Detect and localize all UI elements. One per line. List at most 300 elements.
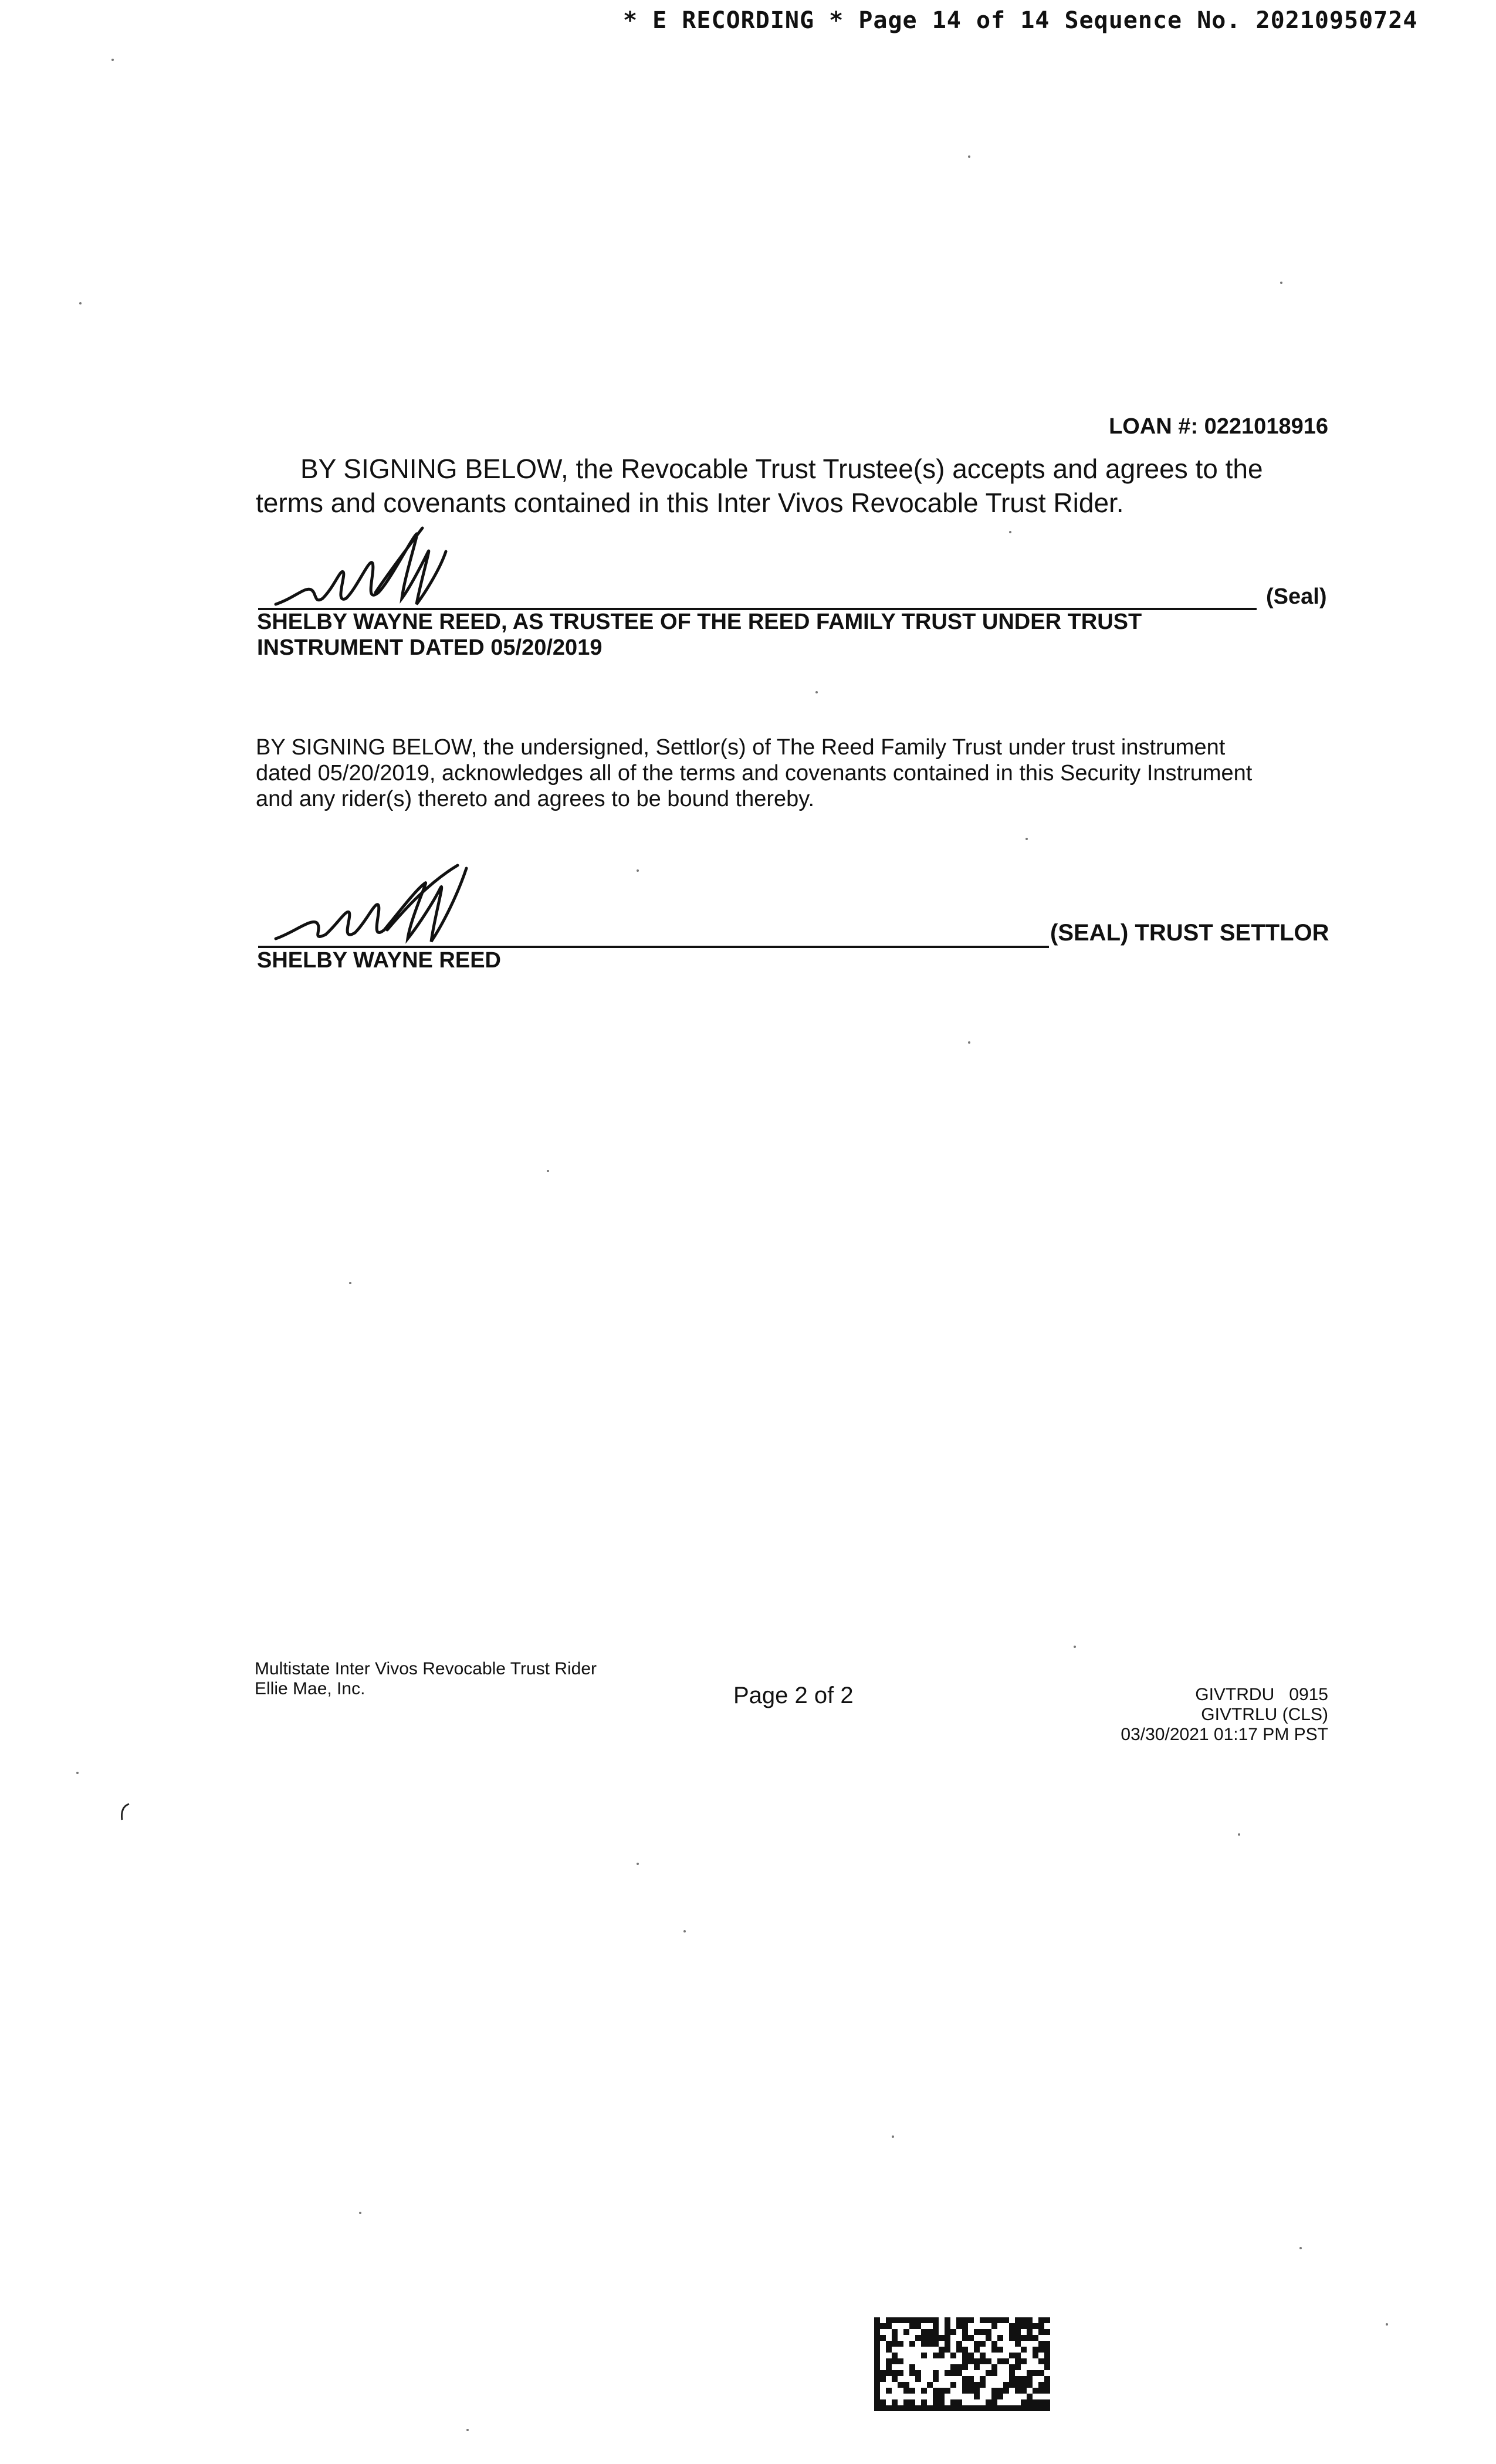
barcode-module: [1021, 2405, 1027, 2411]
barcode-module: [1015, 2382, 1021, 2388]
barcode-module: [915, 2370, 921, 2376]
barcode-module: [968, 2353, 974, 2358]
footer-form-info: [255, 1659, 597, 1699]
barcode-module: [933, 2394, 939, 2399]
barcode-module: [939, 2405, 945, 2411]
barcode-module: [986, 2405, 991, 2411]
scan-speck: [111, 59, 114, 61]
barcode-module: [1021, 2358, 1027, 2364]
barcode-module: [921, 2388, 927, 2394]
loan-number: LOAN #: 0221018916: [1109, 414, 1328, 439]
barcode-module: [962, 2353, 968, 2358]
barcode-module: [915, 2335, 921, 2341]
barcode-module: [980, 2317, 986, 2323]
acceptance-line-2: terms and covenants contained in this Inter Vivos Revocable Trust Rider.: [256, 488, 1124, 518]
barcode-module: [1015, 2358, 1021, 2364]
barcode-module: [1009, 2370, 1015, 2376]
barcode-module: [950, 2370, 956, 2376]
barcode-module: [1044, 2358, 1050, 2364]
barcode-module: [1027, 2317, 1033, 2323]
acknowledgement-line-3: and any rider(s) thereto and agrees to be bound thereby.: [256, 787, 815, 811]
barcode-module: [933, 2388, 939, 2394]
barcode-module: [962, 2317, 968, 2323]
scan-speck: [547, 1170, 549, 1172]
barcode-module: [1021, 2388, 1027, 2394]
barcode-module: [962, 2358, 968, 2364]
barcode-module: [1038, 2341, 1044, 2347]
barcode-module: [1033, 2370, 1038, 2376]
barcode-module: [1038, 2329, 1044, 2335]
barcode-module: [1044, 2376, 1050, 2382]
barcode-module: [909, 2317, 915, 2323]
barcode-module: [1015, 2388, 1021, 2394]
barcode-module: [933, 2370, 939, 2376]
barcode-module: [874, 2382, 880, 2388]
barcode-module: [921, 2329, 927, 2335]
barcode-module: [974, 2358, 980, 2364]
barcode-module: [980, 2329, 986, 2335]
barcode-module: [1027, 2335, 1033, 2341]
acknowledgement-line-2: dated 05/20/2019, acknowledges all of the terms and covenants contained in this Security Instrument: [256, 761, 1253, 786]
barcode-module: [874, 2358, 880, 2364]
barcode-module: [939, 2347, 945, 2353]
trustee-name-line-2: INSTRUMENT DATED 05/20/2019: [257, 635, 603, 660]
barcode-module: [915, 2317, 921, 2323]
barcode-module: [933, 2405, 939, 2411]
barcode-module: [1033, 2405, 1038, 2411]
acceptance-line-1: BY SIGNING BELOW, the Revocable Trust Trustee(s) accepts and agrees to the: [300, 453, 1263, 484]
barcode-module: [1038, 2358, 1044, 2364]
barcode-module: [921, 2405, 927, 2411]
barcode-module: [1038, 2323, 1044, 2329]
barcode-module: [903, 2405, 909, 2411]
trustee-acceptance-text: [256, 452, 1329, 520]
barcode-module: [1015, 2317, 1021, 2323]
barcode-module: [1021, 2382, 1027, 2388]
barcode-module: [945, 2329, 950, 2335]
barcode-module: [1033, 2353, 1038, 2358]
scan-speck: [1386, 2323, 1388, 2326]
barcode-module: [1015, 2323, 1021, 2329]
scan-speck: [1299, 2247, 1302, 2249]
barcode-module: [1044, 2382, 1050, 2388]
barcode-module: [956, 2323, 962, 2329]
barcode-module: [997, 2388, 1003, 2394]
barcode-module: [939, 2394, 945, 2399]
barcode-module: [962, 2382, 968, 2388]
scan-speck: [1025, 838, 1028, 840]
barcode-module: [956, 2405, 962, 2411]
barcode-module: [1027, 2405, 1033, 2411]
barcode-module: [980, 2405, 986, 2411]
barcode-module: [962, 2347, 968, 2353]
barcode-module: [1021, 2323, 1027, 2329]
barcode-module: [903, 2329, 909, 2335]
barcode-module: [974, 2388, 980, 2394]
barcode-module: [1003, 2405, 1009, 2411]
barcode-module: [892, 2399, 898, 2405]
barcode-module: [991, 2399, 997, 2405]
barcode-module: [880, 2399, 886, 2405]
barcode-module: [968, 2382, 974, 2388]
barcode-module: [921, 2341, 927, 2347]
barcode-module: [991, 2394, 997, 2399]
barcode-module: [991, 2405, 997, 2411]
scan-speck: [1238, 1833, 1240, 1836]
scan-speck: [466, 2429, 469, 2431]
barcode-module: [950, 2329, 956, 2335]
barcode-module: [1044, 2405, 1050, 2411]
barcode-module: [939, 2353, 945, 2358]
barcode-module: [892, 2335, 898, 2341]
barcode-module: [915, 2323, 921, 2329]
scan-speck: [637, 1863, 639, 1865]
barcode-module: [962, 2323, 968, 2329]
scan-speck: [637, 869, 639, 872]
barcode-module: [1021, 2347, 1027, 2353]
barcode-module: [1003, 2388, 1009, 2394]
barcode-module: [1027, 2376, 1033, 2382]
barcode-module: [1027, 2329, 1033, 2335]
barcode-module: [1003, 2317, 1009, 2323]
barcode-module: [1044, 2347, 1050, 2353]
barcode-module: [886, 2323, 892, 2329]
barcode-module: [1038, 2382, 1044, 2388]
barcode-module: [956, 2347, 962, 2353]
barcode-module: [874, 2347, 880, 2353]
barcode-module: [898, 2317, 903, 2323]
barcode-module: [939, 2335, 945, 2341]
footer-publisher: Ellie Mae, Inc.: [255, 1679, 365, 1698]
barcode-module: [874, 2388, 880, 2394]
barcode-module: [874, 2329, 880, 2335]
barcode-module: [1027, 2399, 1033, 2405]
barcode-module: [997, 2405, 1003, 2411]
barcode-module: [1044, 2388, 1050, 2394]
scan-speck: [683, 1930, 686, 1932]
barcode-module: [956, 2341, 962, 2347]
barcode-module: [886, 2358, 892, 2364]
barcode-module: [962, 2376, 968, 2382]
barcode-module: [962, 2364, 968, 2370]
barcode-module: [1015, 2329, 1021, 2335]
scan-mark: [117, 1801, 135, 1825]
barcode-module: [927, 2317, 933, 2323]
barcode-module: [909, 2370, 915, 2376]
barcode-module: [1015, 2335, 1021, 2341]
barcode-module: [1009, 2376, 1015, 2382]
barcode-module: [1033, 2388, 1038, 2394]
barcode-module: [1027, 2323, 1033, 2329]
barcode-module: [903, 2317, 909, 2323]
barcode-module: [950, 2364, 956, 2370]
barcode-module: [1027, 2394, 1033, 2399]
barcode-module: [927, 2335, 933, 2341]
scan-speck: [76, 1772, 79, 1774]
barcode-module: [956, 2370, 962, 2376]
footer-form-code-1: GIVTRDU 0915: [1195, 1685, 1328, 1704]
barcode-module: [1027, 2382, 1033, 2388]
barcode-module: [980, 2358, 986, 2364]
barcode-module: [880, 2376, 886, 2382]
barcode-module: [933, 2335, 939, 2341]
barcode-module: [1009, 2382, 1015, 2388]
barcode-module: [909, 2364, 915, 2370]
barcode-module: [968, 2358, 974, 2364]
barcode-module: [933, 2317, 939, 2323]
barcode-module: [1003, 2358, 1009, 2364]
acknowledgement-line-1: BY SIGNING BELOW, the undersigned, Settlor(s) of The Reed Family Trust under trust instrument: [256, 735, 1226, 760]
barcode-module: [962, 2405, 968, 2411]
barcode-module: [945, 2370, 950, 2376]
barcode-module: [1038, 2388, 1044, 2394]
barcode-module: [874, 2323, 880, 2329]
barcode-module: [997, 2394, 1003, 2399]
scan-speck: [1280, 282, 1282, 284]
barcode-module: [1038, 2370, 1044, 2376]
barcode-module: [933, 2376, 939, 2382]
barcode-module: [974, 2394, 980, 2399]
barcode-module: [1033, 2399, 1038, 2405]
barcode-module: [886, 2317, 892, 2323]
barcode-module: [1044, 2399, 1050, 2405]
barcode-module: [968, 2317, 974, 2323]
barcode-module: [1009, 2364, 1015, 2370]
barcode-module: [927, 2405, 933, 2411]
barcode-module: [927, 2329, 933, 2335]
barcode-module: [1038, 2405, 1044, 2411]
barcode-module: [1015, 2353, 1021, 2358]
barcode-module: [909, 2399, 915, 2405]
barcode-module: [927, 2382, 933, 2388]
settlor-name: SHELBY WAYNE REED: [257, 948, 501, 973]
settlor-acknowledgement-text: [256, 735, 1335, 812]
barcode-module: [903, 2388, 909, 2394]
barcode-module: [962, 2388, 968, 2394]
footer-form-title: Multistate Inter Vivos Revocable Trust Rider: [255, 1659, 597, 1678]
barcode-module: [1027, 2370, 1033, 2376]
barcode-module: [997, 2358, 1003, 2364]
barcode-module: [980, 2382, 986, 2388]
barcode-module: [945, 2335, 950, 2341]
barcode-module: [874, 2394, 880, 2399]
barcode-module: [997, 2317, 1003, 2323]
barcode-module: [939, 2399, 945, 2405]
barcode-module: [997, 2347, 1003, 2353]
barcode-module: [1021, 2399, 1027, 2405]
barcode-module: [974, 2405, 980, 2411]
barcode-module: [991, 2347, 997, 2353]
barcode-module: [1044, 2353, 1050, 2358]
barcode-module: [933, 2353, 939, 2358]
barcode-module: [1021, 2376, 1027, 2382]
barcode-module: [921, 2353, 927, 2358]
barcode-module: [892, 2341, 898, 2347]
footer-form-code-2: GIVTRLU (CLS): [1201, 1705, 1328, 1724]
barcode-module: [974, 2364, 980, 2370]
settlor-signature: [270, 854, 493, 953]
scan-speck: [968, 155, 970, 158]
barcode-module: [1015, 2364, 1021, 2370]
barcode-module: [1038, 2317, 1044, 2323]
barcode-module: [898, 2341, 903, 2347]
barcode-module: [1009, 2335, 1015, 2341]
barcode-module: [945, 2347, 950, 2353]
barcode-module: [898, 2405, 903, 2411]
barcode-module: [880, 2323, 886, 2329]
barcode-module: [1009, 2353, 1015, 2358]
barcode-module: [874, 2399, 880, 2405]
barcode-module: [986, 2317, 991, 2323]
barcode-module: [886, 2370, 892, 2376]
barcode-module: [1044, 2329, 1050, 2335]
settlor-seal-label: (SEAL) TRUST SETTLOR: [1050, 920, 1329, 946]
barcode-module: [1033, 2347, 1038, 2353]
barcode-module: [898, 2358, 903, 2364]
barcode-module: [1009, 2323, 1015, 2329]
barcode-module: [945, 2388, 950, 2394]
barcode-module: [1033, 2323, 1038, 2329]
barcode-module: [950, 2399, 956, 2405]
barcode-module: [874, 2353, 880, 2358]
barcode-module: [962, 2329, 968, 2335]
barcode-module: [921, 2335, 927, 2341]
barcode-module: [874, 2370, 880, 2376]
barcode-module: [933, 2399, 939, 2405]
trustee-seal-label: (Seal): [1266, 584, 1327, 609]
barcode-module: [1044, 2317, 1050, 2323]
barcode-module: [991, 2388, 997, 2394]
barcode-module: [968, 2335, 974, 2341]
barcode-module: [1021, 2335, 1027, 2341]
barcode-module: [886, 2364, 892, 2370]
barcode-module: [927, 2341, 933, 2347]
barcode-module: [886, 2347, 892, 2353]
barcode-module: [991, 2364, 997, 2370]
trustee-name: [257, 609, 1254, 661]
barcode-module: [874, 2364, 880, 2370]
barcode-module: [892, 2353, 898, 2358]
barcode-module: [950, 2405, 956, 2411]
barcode-module: [892, 2376, 898, 2382]
footer-timestamp: 03/30/2021 01:17 PM PST: [1121, 1725, 1328, 1744]
barcode-module: [933, 2323, 939, 2329]
barcode-module: [903, 2382, 909, 2388]
barcode-module: [1003, 2382, 1009, 2388]
barcode-module: [1009, 2405, 1015, 2411]
barcode-module: [945, 2323, 950, 2329]
barcode-module: [991, 2317, 997, 2323]
barcode-module: [898, 2370, 903, 2376]
scan-speck: [892, 2135, 894, 2138]
barcode-module: [915, 2405, 921, 2411]
barcode-module: [1044, 2341, 1050, 2347]
barcode-module: [892, 2405, 898, 2411]
footer-form-codes: [1121, 1685, 1328, 1745]
recording-stamp: * E RECORDING * Page 14 of 14 Sequence No. 20210950724: [623, 7, 1418, 34]
barcode-module: [915, 2376, 921, 2382]
barcode-module: [874, 2335, 880, 2341]
barcode-module: [874, 2405, 880, 2411]
barcode-module: [974, 2329, 980, 2335]
barcode-module: [886, 2405, 892, 2411]
barcode-module: [886, 2388, 892, 2394]
barcode-module: [880, 2370, 886, 2376]
barcode-module: [974, 2382, 980, 2388]
barcode-module: [1038, 2399, 1044, 2405]
barcode-module: [909, 2341, 915, 2347]
barcode-module: [909, 2388, 915, 2394]
scan-speck: [815, 691, 818, 693]
scan-speck: [359, 2212, 361, 2214]
barcode-module: [886, 2341, 892, 2347]
scan-speck: [349, 1282, 351, 1284]
barcode-module: [1038, 2347, 1044, 2353]
scan-speck: [79, 302, 82, 304]
barcode-module: [909, 2323, 915, 2329]
barcode-module: [898, 2382, 903, 2388]
barcode-module: [892, 2329, 898, 2335]
trustee-name-line-1: SHELBY WAYNE REED, AS TRUSTEE OF THE REED FAMILY TRUST UNDER TRUST: [257, 610, 1142, 634]
barcode-module: [956, 2317, 962, 2323]
barcode-module: [956, 2399, 962, 2405]
barcode-module: [980, 2376, 986, 2382]
barcode-module: [874, 2341, 880, 2347]
footer-page-number: Page 2 of 2: [733, 1683, 854, 1708]
barcode-module: [892, 2358, 898, 2364]
barcode-module: [980, 2353, 986, 2358]
barcode-module: [980, 2341, 986, 2347]
barcode-module: [945, 2405, 950, 2411]
barcode-module: [933, 2341, 939, 2347]
barcode-module: [1015, 2405, 1021, 2411]
barcode-module: [874, 2317, 880, 2323]
barcode-module: [991, 2323, 997, 2329]
barcode-module: [874, 2376, 880, 2382]
barcode-module: [945, 2317, 950, 2323]
barcode-module: [991, 2370, 997, 2376]
barcode-module: [892, 2370, 898, 2376]
barcode-module: [986, 2370, 991, 2376]
barcode-module: [974, 2341, 980, 2347]
scan-speck: [1009, 531, 1011, 533]
barcode-module: [880, 2335, 886, 2341]
barcode-module: [986, 2329, 991, 2335]
barcode-module: [968, 2376, 974, 2382]
barcode-module: [921, 2399, 927, 2405]
barcode-module: [1021, 2317, 1027, 2323]
barcode-module: [974, 2347, 980, 2353]
barcode-module: [1015, 2341, 1021, 2347]
barcode-module: [950, 2353, 956, 2358]
barcode-module: [892, 2317, 898, 2323]
2d-barcode-icon: [874, 2317, 1050, 2414]
barcode-module: [1015, 2376, 1021, 2382]
barcode-module: [962, 2335, 968, 2341]
barcode-module: [986, 2358, 991, 2364]
scan-speck: [1074, 1646, 1076, 1648]
barcode-module: [950, 2382, 956, 2388]
barcode-module: [968, 2388, 974, 2394]
barcode-module: [945, 2341, 950, 2347]
scan-speck: [968, 1041, 970, 1044]
barcode-module: [939, 2388, 945, 2394]
barcode-module: [956, 2364, 962, 2370]
barcode-module: [1044, 2364, 1050, 2370]
barcode-module: [933, 2329, 939, 2335]
barcode-module: [986, 2335, 991, 2341]
barcode-module: [880, 2405, 886, 2411]
